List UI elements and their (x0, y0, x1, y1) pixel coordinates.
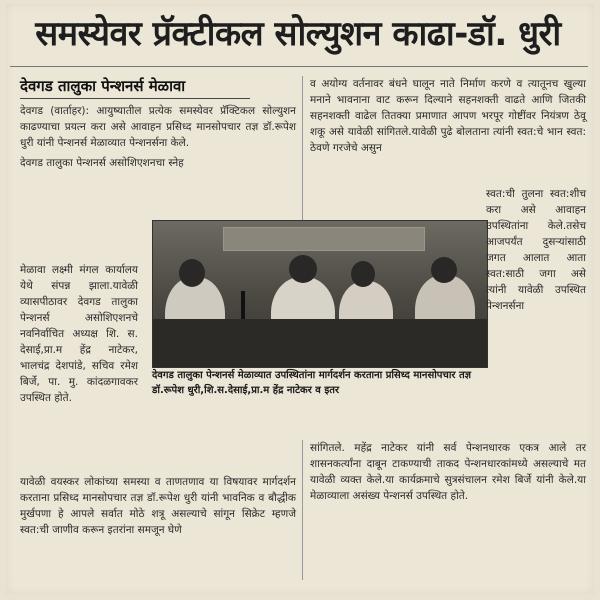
page-title: समस्येवर प्रॅक्टीकल सोल्युशन काढा-डॉ. धुरी (35, 14, 561, 54)
stage-banner (223, 227, 425, 251)
left-narrow-column (20, 262, 138, 406)
right-narrow-column (486, 186, 586, 314)
article-paragraph-2: मेळावा लक्ष्मी मंगल कार्यालय येथे संपन्न झाला.यावेळी व्यासपीठावर देवगड तालुका पेन्शनर्स असोशिएशनचे नवनिर्वाचित अध्यक्ष शि. स. देसाई,प्रा.म हेंद्र नाटेकर, भालचंद्र देशपांडे, सचिव रमेश बिर्जे, पा. मु. कांदळगावकर उपस्थित होते. (20, 264, 138, 404)
headline-rule (10, 66, 588, 67)
microphone-icon (241, 291, 245, 321)
stage-table (153, 319, 487, 367)
right-article-paragraph: व अयोग्य वर्तनावर बंधने घालून नाते निर्माण करणे व त्यातूनच खुल्या मनाने भावनाना वाट करून दिल्याने सहनशक्ती वाढते आणि जितकी सहनशक्ती वाढेल तितक्या प्रमाणात आपण भरपूर गोष्टींवर नियंत्रण ठेवू शकू असे यावेळी सांगितले.यावेळी पुढे बोलताना त्यांनी स्वत:चे भान स्वत: ठेवणे गरजेचे असुन (310, 78, 586, 154)
photo-caption: देवगड तालुका पेन्शनर्स मेळाव्यात उपस्थितांना मार्गदर्शन करताना प्रसिध्द मानसोपचार तज्ञ डॉ.रूपेश धुरी,शि.स.देसाई,प्रा.म हेंद्र नाटेकर व इतर (152, 370, 472, 396)
right-lower-column (310, 440, 586, 504)
sub-headline: देवगड तालुका पेन्शनर्स मेळावा (20, 76, 250, 99)
right-closing-paragraph: सांगितले. महेंद्र नाटेकर यांनी सर्व पेन्शनधारक एकत्र आले तर शासनकर्त्यांना दाबून टाकण्याची ताकद पेन्शनधारकांमध्ये असल्याचे मत यावेळी व्यक्त केले.या कार्यक्रमाचे सुत्रसंचालन रमेश बिर्जे यांनी केले.या मेळाव्याला असंख्य पेन्शनर्स उपस्थित होते. (310, 442, 586, 502)
article-intro: देवगड (वार्ताहर): आयुष्यातील प्रत्येक समस्येवर प्रॅक्टिकल सोल्युशन काढण्याचा प्रयत्न करा असे आवाहन प्रसिध्द मानसोपचार तज्ञ डॉ.रूपेश धुरी यांनी पेन्शनर्स मेळाव्यात पेन्शनर्सना केले. (20, 105, 296, 149)
column-divider-lower (302, 440, 303, 580)
news-photo (152, 220, 488, 368)
right-narrow-paragraph: स्वत:ची तुलना स्वत:शीच करा असे आवाहन उपस्थितांना केले.तसेच आजपर्यंत दुसर्‍यांसाठी जगत आलात आता स्वत:साठी जगा असे त्यांनी यावेळी उपस्थित पेन्शनर्सना (486, 188, 586, 312)
article-paragraph-2-start: देवगड तालुका पेन्शनर्स असोशिएशनचा स्नेह (20, 157, 184, 169)
left-column (20, 76, 296, 171)
left-lower-column (20, 474, 296, 538)
article-paragraph-3: यावेळी वयस्कर लोकांच्या समस्या व ताणतणाव या विषयावर मार्गदर्शन करताना प्रसिध्द मानसोपचार तज्ञ डॉ.रूपेश धुरी यांनी भावनिक व बौद्धीक मुर्खपणा हे आपले सर्वात मोठे शत्रू असल्याचे सांगून सिक्रेट म्हणजे स्वत:ची जाणीव करून इतरांना समजून घेणे (20, 476, 296, 536)
column-divider (302, 76, 303, 220)
right-column (310, 76, 586, 156)
